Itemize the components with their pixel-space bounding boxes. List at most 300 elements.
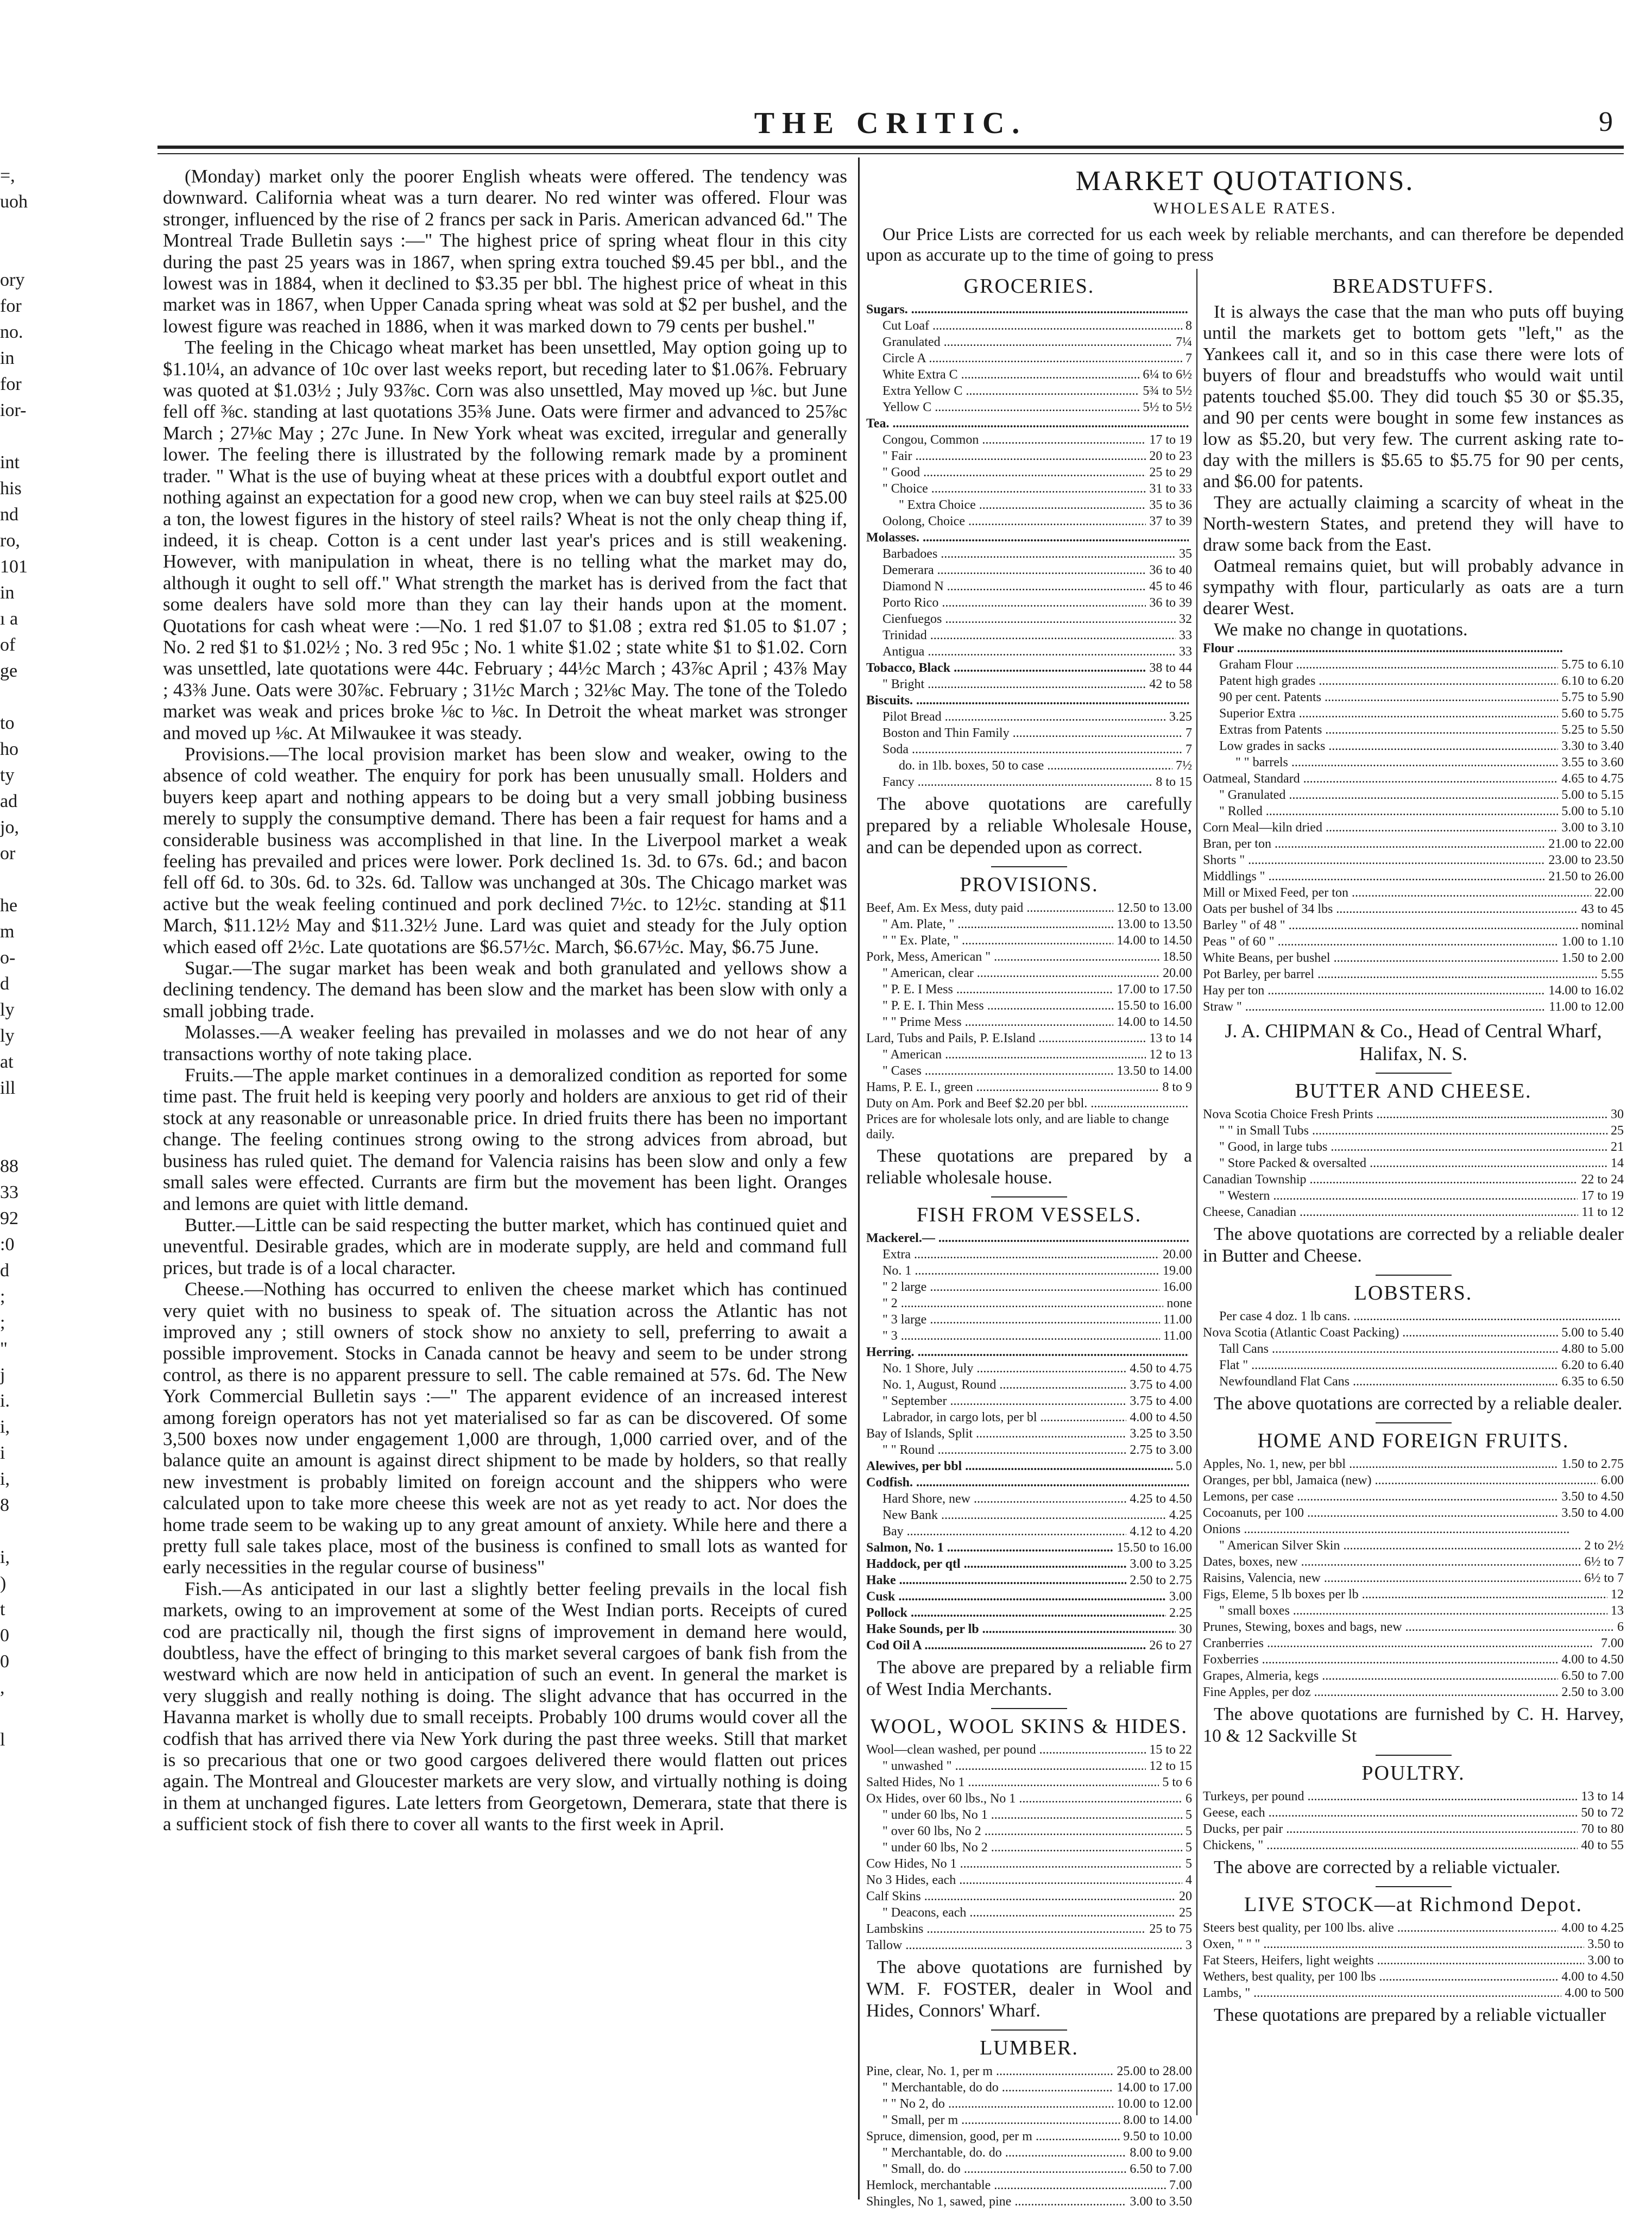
market-report-article bbox=[163, 166, 847, 2208]
quotation-price: 5 to 6 bbox=[1162, 1775, 1192, 1789]
quotation-item: White Beans, per bushel ..... bbox=[1203, 950, 1558, 966]
quotation-item: Graham Flour ..... bbox=[1219, 657, 1558, 673]
inner-column-divider bbox=[1196, 269, 1197, 2115]
quotation-row bbox=[866, 692, 1192, 709]
quotation-row bbox=[866, 1230, 1192, 1246]
margin-fragment: of bbox=[0, 635, 16, 655]
quotation-price: 6.20 to 6.40 bbox=[1561, 1358, 1624, 1372]
breadstuffs-paragraph: They are actually claiming a scarcity of wheat in the North-western States, and pretend they will have to draw some back from the East. bbox=[1203, 493, 1624, 555]
quotation-item: Raisins, Valencia, new ..... bbox=[1203, 1570, 1581, 1586]
section-breadstuffs bbox=[1203, 274, 1624, 1074]
quotation-row bbox=[1203, 1188, 1624, 1204]
quotation-item: " " No 2, do ..... bbox=[882, 2096, 1113, 2112]
margin-fragment bbox=[0, 1883, 43, 1909]
margin-fragment: ill bbox=[0, 1078, 16, 1098]
quotation-price: 6.10 to 6.20 bbox=[1561, 674, 1624, 688]
quotation-row bbox=[1203, 689, 1624, 705]
quotation-price: 43 to 45 bbox=[1581, 902, 1624, 916]
margin-fragment: in bbox=[0, 348, 15, 368]
quotation-item: " Am. Plate, " ..... bbox=[882, 916, 1113, 932]
quotation-price: 22 to 24 bbox=[1581, 1173, 1624, 1187]
margin-fragment: i, bbox=[0, 1547, 10, 1567]
quotation-item: Flat " ..... bbox=[1219, 1357, 1558, 1373]
quotation-item: Calf Skins ..... bbox=[866, 1888, 1176, 1905]
quotation-row bbox=[1203, 917, 1624, 934]
section-wool bbox=[866, 1715, 1192, 2031]
quotation-row bbox=[1203, 868, 1624, 885]
quotation-price: 38 to 44 bbox=[1149, 661, 1192, 675]
margin-fragment: for bbox=[0, 296, 22, 316]
quotation-price: 6.00 bbox=[1601, 1473, 1624, 1487]
quotation-price: 7 bbox=[1186, 742, 1192, 757]
quotation-item: No. 1, August, Round ..... bbox=[882, 1377, 1126, 1393]
margin-fragment: at bbox=[0, 1052, 14, 1072]
quotation-item: Bran, per ton ..... bbox=[1203, 836, 1545, 852]
quotation-item: Oranges, per bbl, Jamaica (new) ..... bbox=[1203, 1472, 1598, 1489]
quotation-item: Nova Scotia Choice Fresh Prints ..... bbox=[1203, 1106, 1607, 1123]
quotation-row bbox=[866, 2145, 1192, 2161]
quotation-item: Hake ..... bbox=[866, 1572, 1126, 1589]
quotation-item: Mill or Mixed Feed, per ton ..... bbox=[1203, 885, 1591, 901]
quotation-row bbox=[866, 1540, 1192, 1556]
quotation-row bbox=[1203, 1603, 1624, 1619]
quotation-row bbox=[1203, 1821, 1624, 1837]
header-rule-thick bbox=[157, 146, 1624, 149]
quotation-item: " American, clear ..... bbox=[882, 965, 1159, 981]
quotation-row bbox=[1203, 1106, 1624, 1123]
wool-table bbox=[866, 1742, 1192, 1953]
quotation-row bbox=[866, 2194, 1192, 2210]
margin-fragment: o- bbox=[0, 948, 16, 968]
quotation-item: " Merchantable, do do ..... bbox=[882, 2079, 1113, 2096]
quotation-price: 20 to 23 bbox=[1149, 449, 1192, 463]
quotation-row bbox=[1203, 657, 1624, 673]
header-rule-thin bbox=[157, 153, 1624, 154]
quotation-item: Pork, Mess, American " ..... bbox=[866, 949, 1159, 965]
quotation-price: 25 bbox=[1179, 1906, 1192, 1920]
margin-fragment: ty bbox=[0, 765, 15, 785]
quotation-row bbox=[866, 900, 1192, 916]
quotation-item: Fancy ..... bbox=[882, 774, 1152, 790]
quotation-price: 3.00 to 3.25 bbox=[1130, 1557, 1192, 1571]
margin-fragment bbox=[0, 1805, 43, 1831]
margin-fragment: i, bbox=[0, 1417, 10, 1437]
quotation-item: Cocoanuts, per 100 ..... bbox=[1203, 1505, 1558, 1521]
quotation-price: 25.00 to 28.00 bbox=[1117, 2064, 1192, 2078]
quotation-row bbox=[1203, 754, 1624, 771]
quotation-item: Bay of Islands, Split ..... bbox=[866, 1426, 1126, 1442]
quotation-price: 22.00 bbox=[1594, 886, 1624, 900]
margin-fragment: ; bbox=[0, 1313, 5, 1333]
quotation-row bbox=[866, 578, 1192, 595]
lobsters-table bbox=[1203, 1308, 1624, 1390]
quotation-row bbox=[1203, 1635, 1624, 1652]
quotation-row bbox=[866, 367, 1192, 383]
quotation-row bbox=[866, 1095, 1192, 1112]
quotation-item: Flour ..... bbox=[1203, 640, 1621, 657]
quotation-item: Circle A ..... bbox=[882, 350, 1182, 367]
quotation-row bbox=[1203, 1788, 1624, 1805]
margin-fragment: ı a bbox=[0, 609, 18, 629]
market-quotations-subtitle: WHOLESALE RATES. bbox=[1153, 199, 1337, 217]
section-rule bbox=[991, 2029, 1067, 2031]
quotation-item: Barley " of 48 " ..... bbox=[1203, 917, 1578, 934]
quotation-price: 6½ to 7 bbox=[1584, 1555, 1624, 1569]
quotation-item: Hake Sounds, per lb ..... bbox=[866, 1621, 1176, 1637]
quotation-item: New Bank ..... bbox=[882, 1507, 1166, 1523]
quotation-item: Pine, clear, No. 1, per m ..... bbox=[866, 2063, 1113, 2079]
quotation-price: 6 bbox=[1617, 1620, 1624, 1634]
quotation-price: 5.60 to 5.75 bbox=[1561, 707, 1624, 721]
quotation-item: " Good ..... bbox=[882, 464, 1146, 481]
quotation-price: 4.80 to 5.00 bbox=[1561, 1342, 1624, 1356]
section-note: The above quotations are corrected by a reliable dealer. bbox=[1214, 1394, 1623, 1414]
quotation-price bbox=[1189, 1095, 1192, 1112]
quotation-price bbox=[1621, 640, 1624, 657]
quotation-row bbox=[866, 1637, 1192, 1654]
quotation-row bbox=[866, 774, 1192, 790]
quotation-row bbox=[1203, 1668, 1624, 1684]
quotation-price: 5.75 to 5.90 bbox=[1561, 690, 1624, 704]
quotation-row bbox=[866, 741, 1192, 758]
quotation-item: Corn Meal—kiln dried ..... bbox=[1203, 820, 1558, 836]
quotation-price: 7.00 bbox=[1601, 1636, 1624, 1650]
quotation-item: Shingles, No 1, sawed, pine ..... bbox=[866, 2194, 1126, 2210]
quotation-item: " 3 large ..... bbox=[882, 1312, 1160, 1328]
quotation-row bbox=[866, 1246, 1192, 1263]
section-note: The above quotations are furnished by WM. F. FOSTER, dealer in Wool and Hides, Connors' Wharf. bbox=[866, 1957, 1192, 2021]
margin-fragment bbox=[0, 1779, 43, 1805]
quotation-row bbox=[866, 2161, 1192, 2177]
quotation-item: Pot Barley, per barrel ..... bbox=[1203, 966, 1598, 982]
quotation-price bbox=[1189, 692, 1192, 709]
quotation-item: " Cases ..... bbox=[882, 1063, 1113, 1079]
quotation-item: Mackerel.— ..... bbox=[866, 1230, 1189, 1246]
quotation-item: Cranberries ..... bbox=[1203, 1635, 1598, 1652]
margin-fragment: he bbox=[0, 896, 18, 916]
quotation-row bbox=[1203, 1521, 1624, 1537]
quotation-row bbox=[866, 1360, 1192, 1377]
market-quotations bbox=[866, 163, 1624, 2210]
quotation-price: 1.00 to 1.10 bbox=[1561, 935, 1624, 949]
quotation-price: 8 to 15 bbox=[1156, 775, 1192, 789]
quotation-price: 5.55 bbox=[1601, 967, 1624, 981]
section-title: LUMBER. bbox=[980, 2037, 1079, 2059]
quotation-item: Chickens, " ..... bbox=[1203, 1837, 1578, 1854]
quotation-price: 30 bbox=[1179, 1622, 1192, 1636]
quotation-row bbox=[1203, 1308, 1624, 1325]
quotation-row bbox=[866, 546, 1192, 562]
quotation-price: 17.00 to 17.50 bbox=[1117, 982, 1192, 997]
margin-fragment: , bbox=[0, 1678, 5, 1698]
section-lobsters bbox=[1203, 1281, 1624, 1423]
quotation-row bbox=[1203, 1325, 1624, 1341]
quotation-row bbox=[1203, 1936, 1624, 1952]
quotation-price: 2 to 2½ bbox=[1584, 1539, 1624, 1553]
quotation-row bbox=[866, 1393, 1192, 1409]
quotation-row bbox=[1203, 1171, 1624, 1188]
quotation-row bbox=[866, 1079, 1192, 1095]
quotation-price: 15.50 to 16.00 bbox=[1117, 1541, 1192, 1555]
margin-fragment: or bbox=[0, 843, 16, 863]
quotation-price bbox=[1621, 1521, 1624, 1537]
quotation-row bbox=[866, 1572, 1192, 1589]
quotation-item: " under 60 lbs, No 2 ..... bbox=[882, 1839, 1182, 1856]
quotation-item: Sugars. ..... bbox=[866, 301, 1189, 318]
quotation-price: 20.00 bbox=[1163, 1247, 1192, 1262]
section-note: The above quotations are furnished by C. H. Harvey, 10 & 12 Sackville St bbox=[1203, 1704, 1624, 1746]
breadstuffs-paragraph: We make no change in quotations. bbox=[1214, 620, 1468, 640]
margin-fragment: 0 bbox=[0, 1625, 9, 1646]
quotation-price: 21 bbox=[1611, 1140, 1624, 1154]
quotation-item: Tobacco, Black ..... bbox=[866, 660, 1146, 676]
quotation-row bbox=[866, 334, 1192, 350]
quotation-row bbox=[866, 1823, 1192, 1839]
quotation-row bbox=[866, 1474, 1192, 1491]
quotation-row bbox=[866, 660, 1192, 676]
quotation-row bbox=[866, 1589, 1192, 1605]
quotation-price: 14.00 to 16.02 bbox=[1548, 984, 1624, 998]
quotation-price: 33 bbox=[1179, 645, 1192, 659]
quotation-item: Prunes, Stewing, boxes and bags, new ..... bbox=[1203, 1619, 1614, 1635]
section-title: FISH FROM VESSELS. bbox=[916, 1203, 1142, 1226]
quotation-price: 5.0 bbox=[1176, 1459, 1192, 1473]
quotation-item: " 3 ..... bbox=[882, 1328, 1160, 1344]
quotation-price: 4.65 to 4.75 bbox=[1561, 772, 1624, 786]
quotation-item: Extras from Patents ..... bbox=[1219, 722, 1558, 738]
quotation-row bbox=[866, 949, 1192, 965]
quotation-item: " Choice ..... bbox=[882, 481, 1146, 497]
quotation-price: 7¼ bbox=[1176, 335, 1192, 349]
quotation-item: Yellow C ..... bbox=[882, 399, 1139, 415]
quotation-price: 35 to 36 bbox=[1149, 498, 1192, 512]
quotation-row bbox=[866, 965, 1192, 981]
breadstuffs-dealer: J. A. CHIPMAN & Co., Head of Central Wharf, Halifax, N. S. bbox=[1225, 1020, 1602, 1064]
quotation-price: nominal bbox=[1581, 918, 1624, 932]
quotation-row bbox=[866, 2112, 1192, 2128]
quotation-row bbox=[1203, 1155, 1624, 1171]
quotation-row bbox=[1203, 1570, 1624, 1586]
quotation-item: Lambs, " ..... bbox=[1203, 1985, 1561, 2001]
margin-fragment: ory bbox=[0, 270, 25, 290]
quotation-row bbox=[866, 497, 1192, 513]
quotation-price: 37 to 39 bbox=[1149, 514, 1192, 528]
quotation-item: Granulated ..... bbox=[882, 334, 1172, 350]
quotation-row bbox=[866, 627, 1192, 644]
quotation-price: 5 bbox=[1186, 1840, 1192, 1855]
quotation-price: 16.00 bbox=[1163, 1280, 1192, 1294]
section-title: POULTRY. bbox=[1361, 1762, 1465, 1785]
quotation-item: White Extra C ..... bbox=[882, 367, 1139, 383]
quotation-item: " Small, do. do ..... bbox=[882, 2161, 1126, 2177]
quotation-price: 3.00 to 3.10 bbox=[1561, 821, 1624, 835]
quotation-price: 12.50 to 13.00 bbox=[1117, 901, 1192, 915]
quotation-item: Trinidad ..... bbox=[882, 627, 1176, 644]
quotation-row bbox=[866, 2128, 1192, 2145]
quotation-row bbox=[866, 301, 1192, 318]
margin-fragment: 92 bbox=[0, 1208, 18, 1228]
quotation-item: Congou, Common ..... bbox=[882, 432, 1146, 448]
quotation-price bbox=[1621, 1308, 1624, 1325]
margin-fragment: jo, bbox=[0, 817, 19, 837]
quotation-item: " Extra Choice ..... bbox=[899, 497, 1146, 513]
quotation-price: 31 to 33 bbox=[1149, 482, 1192, 496]
quotation-item: " " Round ..... bbox=[882, 1442, 1126, 1458]
quotation-item: Barbadoes ..... bbox=[882, 546, 1176, 562]
quotation-item: Lambskins ..... bbox=[866, 1921, 1146, 1937]
quotation-item: " small boxes ..... bbox=[1219, 1603, 1607, 1619]
poultry-table bbox=[1203, 1788, 1624, 1854]
margin-fragment bbox=[0, 1936, 43, 1962]
quotation-row bbox=[1203, 1139, 1624, 1155]
quotation-row bbox=[1203, 901, 1624, 917]
quotation-item: 90 per cent. Patents ..... bbox=[1219, 689, 1558, 705]
quotation-row bbox=[1203, 1357, 1624, 1373]
quotation-item: Superior Extra ..... bbox=[1219, 705, 1558, 722]
quotation-row bbox=[866, 1063, 1192, 1079]
quotation-row bbox=[866, 644, 1192, 660]
quotation-price: 18.50 bbox=[1163, 950, 1192, 964]
quotation-price: 8.00 to 9.00 bbox=[1130, 2146, 1192, 2160]
quotation-row bbox=[866, 383, 1192, 399]
quotation-price: 5 bbox=[1186, 1824, 1192, 1838]
quotation-row bbox=[866, 2177, 1192, 2194]
quotation-row bbox=[866, 1839, 1192, 1856]
quotation-price: 6¼ to 6½ bbox=[1143, 368, 1192, 382]
margin-fragment: ho bbox=[0, 739, 18, 759]
quotation-row bbox=[866, 481, 1192, 497]
quotation-row bbox=[1203, 1920, 1624, 1936]
quotation-price: 10.00 to 12.00 bbox=[1117, 2097, 1192, 2111]
section-note: The above quotations are carefully prepared by a reliable Wholesale House, and can be depended upon as correct. bbox=[866, 794, 1192, 858]
quotation-row bbox=[1203, 820, 1624, 836]
quotation-price: 14.00 to 14.50 bbox=[1117, 1015, 1192, 1029]
quotation-item: Herring. ..... bbox=[866, 1344, 1189, 1360]
margin-fragment bbox=[0, 241, 43, 267]
section-title: PROVISIONS. bbox=[960, 873, 1099, 896]
quotation-row bbox=[1203, 771, 1624, 787]
quotation-row bbox=[866, 432, 1192, 448]
quotation-item: " unwashed " ..... bbox=[882, 1758, 1146, 1774]
quotation-price: 40 to 55 bbox=[1581, 1838, 1624, 1852]
section-livestock bbox=[1203, 1893, 1624, 2026]
quotations-left-column bbox=[866, 269, 1192, 2210]
quotation-price: 21.50 to 26.00 bbox=[1548, 869, 1624, 884]
quotation-row bbox=[1203, 1456, 1624, 1472]
margin-fragment bbox=[0, 867, 43, 893]
quotation-row bbox=[866, 916, 1192, 932]
quotation-row bbox=[1203, 1472, 1624, 1489]
margin-fragment: his bbox=[0, 478, 22, 499]
quotation-price: 9.50 to 10.00 bbox=[1123, 2129, 1192, 2144]
quotation-price: 3.25 bbox=[1169, 710, 1192, 724]
quotation-item: " September ..... bbox=[882, 1393, 1126, 1409]
quotation-row bbox=[866, 1377, 1192, 1393]
quotation-row bbox=[1203, 836, 1624, 852]
quotation-price bbox=[1189, 301, 1192, 318]
quotation-row bbox=[1203, 1123, 1624, 1139]
quotation-item: Bay ..... bbox=[882, 1523, 1126, 1540]
quotation-row bbox=[1203, 982, 1624, 999]
quotation-row bbox=[1203, 1373, 1624, 1390]
quotation-row bbox=[866, 1295, 1192, 1312]
quotation-item: Geese, each ..... bbox=[1203, 1805, 1578, 1821]
margin-fragment: uoh bbox=[0, 192, 28, 212]
section-rule bbox=[991, 1708, 1067, 1709]
quotation-row bbox=[866, 611, 1192, 627]
margin-fragment: j bbox=[0, 1365, 5, 1385]
quotation-price bbox=[1189, 1344, 1192, 1360]
margin-fragment: d bbox=[0, 1260, 9, 1281]
quotation-row bbox=[866, 1030, 1192, 1047]
quotation-price: 4.25 to 4.50 bbox=[1130, 1492, 1192, 1506]
quotation-item: Per case 4 doz. 1 lb cans. ..... bbox=[1219, 1308, 1621, 1325]
quotation-item: " Rolled ..... bbox=[1219, 803, 1558, 820]
quotation-price: 5½ to 5½ bbox=[1143, 400, 1192, 414]
margin-fragment: no. bbox=[0, 322, 23, 342]
quotation-row bbox=[866, 1014, 1192, 1030]
quotation-item: Nova Scotia (Atlantic Coast Packing) ..... bbox=[1203, 1325, 1558, 1341]
margin-fragment: ly bbox=[0, 1000, 15, 1020]
quotation-item: Apples, No. 1, new, per bbl ..... bbox=[1203, 1456, 1558, 1472]
section-rule bbox=[1376, 1073, 1452, 1074]
quotation-price: 3.25 to 3.50 bbox=[1130, 1427, 1192, 1441]
margin-fragment: 0 bbox=[0, 1652, 9, 1672]
quotation-item: Antigua ..... bbox=[882, 644, 1176, 660]
quotation-price bbox=[1189, 1474, 1192, 1491]
quotation-item: " Granulated ..... bbox=[1219, 787, 1558, 803]
quotation-row bbox=[1203, 852, 1624, 868]
quotation-item: " under 60 lbs, No 1 ..... bbox=[882, 1807, 1182, 1823]
quotation-price: 7.00 bbox=[1169, 2178, 1192, 2192]
quotation-price: 14.00 to 14.50 bbox=[1117, 934, 1192, 948]
quotation-item: Wethers, best quality, per 100 lbs ..... bbox=[1203, 1969, 1558, 1985]
section-rule bbox=[991, 1196, 1067, 1197]
quotation-price: 25 bbox=[1611, 1124, 1624, 1138]
breadstuffs-paragraph: It is always the case that the man who puts off buying until the markets get to bottom gets "left," as the Yankees call it, and so in this case there were lots of buyers of flour and breadstuffs who would wait until patents touched $5.00. They did touch $5 30 or $5.35, and 90 per cents were bought in some few instances as low as $5.20, but very few. The current asking rate to-day with the millers is $5.65 to $5.75 for 90 per cents, and $6.00 for patents. bbox=[1203, 302, 1624, 491]
quotation-row bbox=[866, 1047, 1192, 1063]
quotation-row bbox=[1203, 1489, 1624, 1505]
margin-fragment bbox=[0, 684, 43, 710]
quotation-price: 23.00 to 23.50 bbox=[1548, 853, 1624, 867]
margin-fragment: ge bbox=[0, 661, 18, 681]
section-title: HOME AND FOREIGN FRUITS. bbox=[1257, 1429, 1569, 1452]
quotation-item: Soda ..... bbox=[882, 741, 1182, 758]
quotation-row bbox=[1203, 1619, 1624, 1635]
quotation-price: 3.75 to 4.00 bbox=[1130, 1394, 1192, 1408]
margin-fragment: 8 bbox=[0, 1495, 9, 1515]
quotation-row bbox=[866, 1621, 1192, 1637]
quotation-price: 14.00 to 17.00 bbox=[1117, 2081, 1192, 2095]
breadstuffs-table bbox=[1203, 640, 1624, 1015]
quotation-row bbox=[866, 2063, 1192, 2079]
margin-fragment: t bbox=[0, 1599, 5, 1619]
quotation-item: Turkeys, per pound ..... bbox=[1203, 1788, 1578, 1805]
margin-fragment: i. bbox=[0, 1391, 10, 1411]
quotation-item: Straw " ..... bbox=[1203, 999, 1546, 1015]
margin-fragment: ro, bbox=[0, 531, 20, 551]
quotation-row bbox=[866, 2079, 1192, 2096]
quotation-item: Demerara ..... bbox=[882, 562, 1146, 578]
quotation-price: 4.12 to 4.20 bbox=[1130, 1524, 1192, 1539]
section-rule bbox=[991, 866, 1067, 867]
quotation-item: Alewives, per bbl ..... bbox=[866, 1458, 1172, 1474]
quotation-row bbox=[866, 1458, 1192, 1474]
quotation-price: 6.35 to 6.50 bbox=[1561, 1375, 1624, 1389]
quotation-price: 4 bbox=[1186, 1873, 1192, 1887]
margin-fragment: ior- bbox=[0, 400, 27, 420]
quotation-row bbox=[866, 981, 1192, 998]
